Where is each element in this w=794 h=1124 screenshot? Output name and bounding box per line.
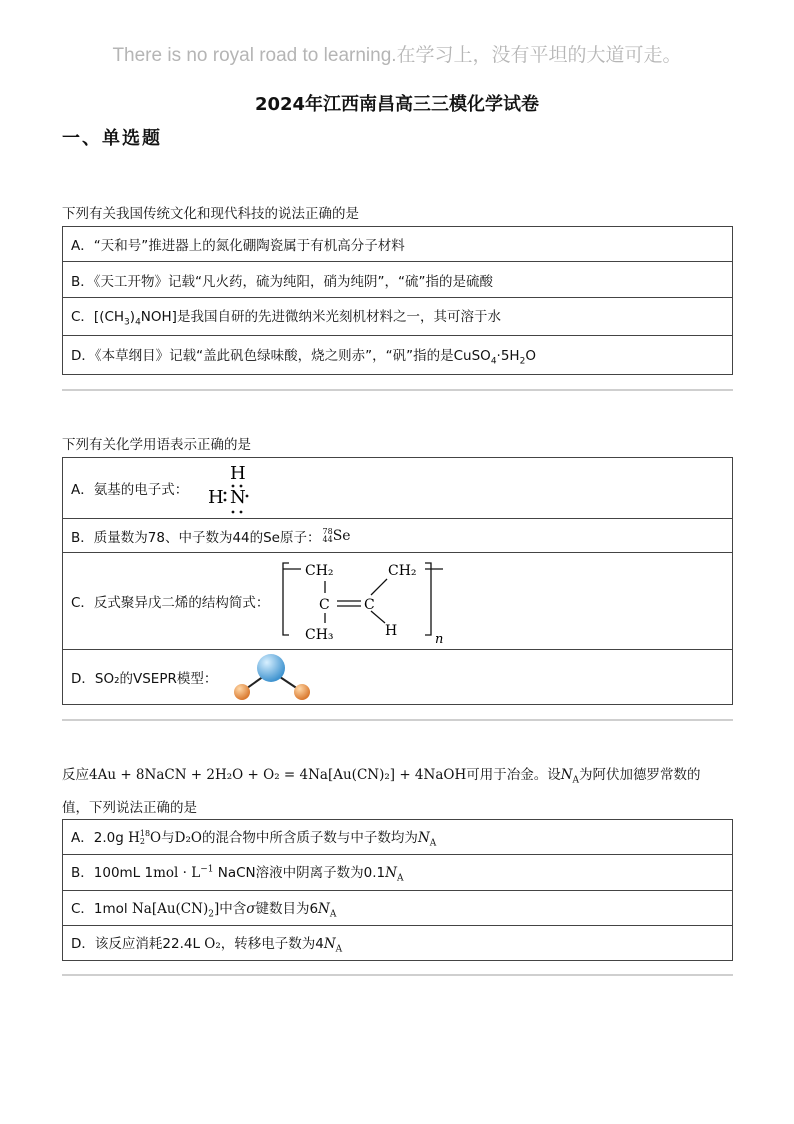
q2-option-c-label: C．反式聚异戊二烯的结构简式： — [71, 595, 270, 611]
carbon-2: C — [364, 597, 376, 613]
q1-option-c[interactable] — [63, 298, 732, 336]
section-heading: 一、单选题 — [62, 128, 162, 149]
q2-option-d[interactable] — [63, 650, 732, 704]
q1-separator — [62, 389, 733, 391]
reaction-equation: 4Au + 8NaCN + 2H₂O + O₂ = 4Na[Au(CN)₂] + 4NaOH — [89, 767, 467, 783]
isotope-symbol: Se — [332, 527, 351, 544]
amino-h-left: H — [208, 487, 224, 508]
sulfur-atom — [257, 654, 285, 682]
q3-option-a-text: A．2.0g H 18 2 O与D₂O的混合物中所含质子数与中子数均为$N_A$ — [71, 828, 437, 849]
carbon-1: C — [319, 597, 331, 613]
q2-separator — [62, 719, 733, 721]
polyisoprene-structure — [275, 555, 455, 647]
q3-option-d[interactable] — [63, 926, 732, 960]
isotope-numbers: 78 44 — [322, 526, 333, 544]
q1-option-b[interactable] — [63, 262, 732, 298]
q3-option-b[interactable] — [63, 855, 732, 891]
h-atom: H — [385, 623, 398, 639]
q2-option-b[interactable] — [63, 519, 732, 553]
q2-stem: 下列有关化学用语表示正确的是 — [62, 437, 251, 453]
q2-option-c[interactable] — [63, 553, 732, 650]
ch3-group: CH₃ — [305, 627, 334, 643]
q3-option-a[interactable] — [63, 820, 732, 855]
q1-option-b-text: B．《天工开物》记载“凡火药，硫为纯阳，硝为纯阴”，“硫”指的是硫酸 — [71, 273, 493, 290]
q2-option-d-label: D．SO₂的VSEPR模型： — [71, 671, 218, 687]
q1-option-c-text: C．$[(CH_3)_4NOH]$是我国自研的先进微纳米光刻机材料之一，其可溶于水 — [71, 309, 501, 328]
q3-stem-line1: 反应4Au + 8NaCN + 2H₂O + O₂ = 4Na[Au(CN)₂] + 4NaOH可用于冶金。设$N_A$为阿伏加德罗常数的 — [62, 767, 701, 786]
polymer-n: n — [435, 632, 444, 647]
oxygen-atom-right — [294, 684, 310, 700]
oxygen-atom-left — [234, 684, 250, 700]
so2-vsepr-model-icon — [223, 651, 323, 703]
amino-electron-formula — [192, 459, 262, 517]
q2-option-b-label: B．质量数为78、中子数为44的Se原子： — [71, 529, 321, 546]
q1-options — [62, 226, 733, 375]
q3-option-c[interactable] — [63, 891, 732, 926]
q3-option-c-text: C．1mol $Na[Au(CN)_2]$中含σ键数目为$6N_A$ — [71, 900, 337, 920]
q3-option-b-text: B．100mL $1mol \cdot L^{-1}$ NaCN溶液中阴离子数为$0.1N_A$ — [71, 864, 404, 884]
q2-options — [62, 457, 733, 705]
q3-options — [62, 819, 733, 961]
ch2-left: CH₂ — [305, 563, 334, 579]
amino-n: N — [230, 487, 246, 508]
q1-option-a[interactable] — [63, 227, 732, 262]
page-title: 2024年江西南昌高三三模化学试卷 — [254, 94, 540, 115]
amino-h-top: H — [230, 463, 246, 484]
q1-option-d-text: D．《本草纲目》记载“盖此矾色绿味酸，烧之则赤”，“矾”指的是$CuSO_4\cdot 5H_2O$ — [71, 347, 536, 367]
motto: There is no royal road to learning.在学习上，没有平坦的大道可走。 — [112, 45, 682, 66]
q1-stem: 下列有关我国传统文化和现代科技的说法正确的是 — [62, 206, 359, 222]
q1-option-d[interactable] — [63, 336, 732, 374]
q1-option-a-text: A．“天和号”推进器上的氮化硼陶瓷属于有机高分子材料 — [71, 238, 405, 254]
q3-option-d-text: D．该反应消耗22.4L O₂，转移电子数为$4N_A$ — [71, 935, 343, 955]
q3-separator — [62, 974, 733, 976]
q2-option-a-label: A．氨基的电子式： — [71, 482, 189, 498]
ch2-right: CH₂ — [388, 563, 417, 579]
q2-option-a[interactable] — [63, 458, 732, 519]
q3-stem-line2: 值，下列说法正确的是 — [62, 800, 197, 816]
